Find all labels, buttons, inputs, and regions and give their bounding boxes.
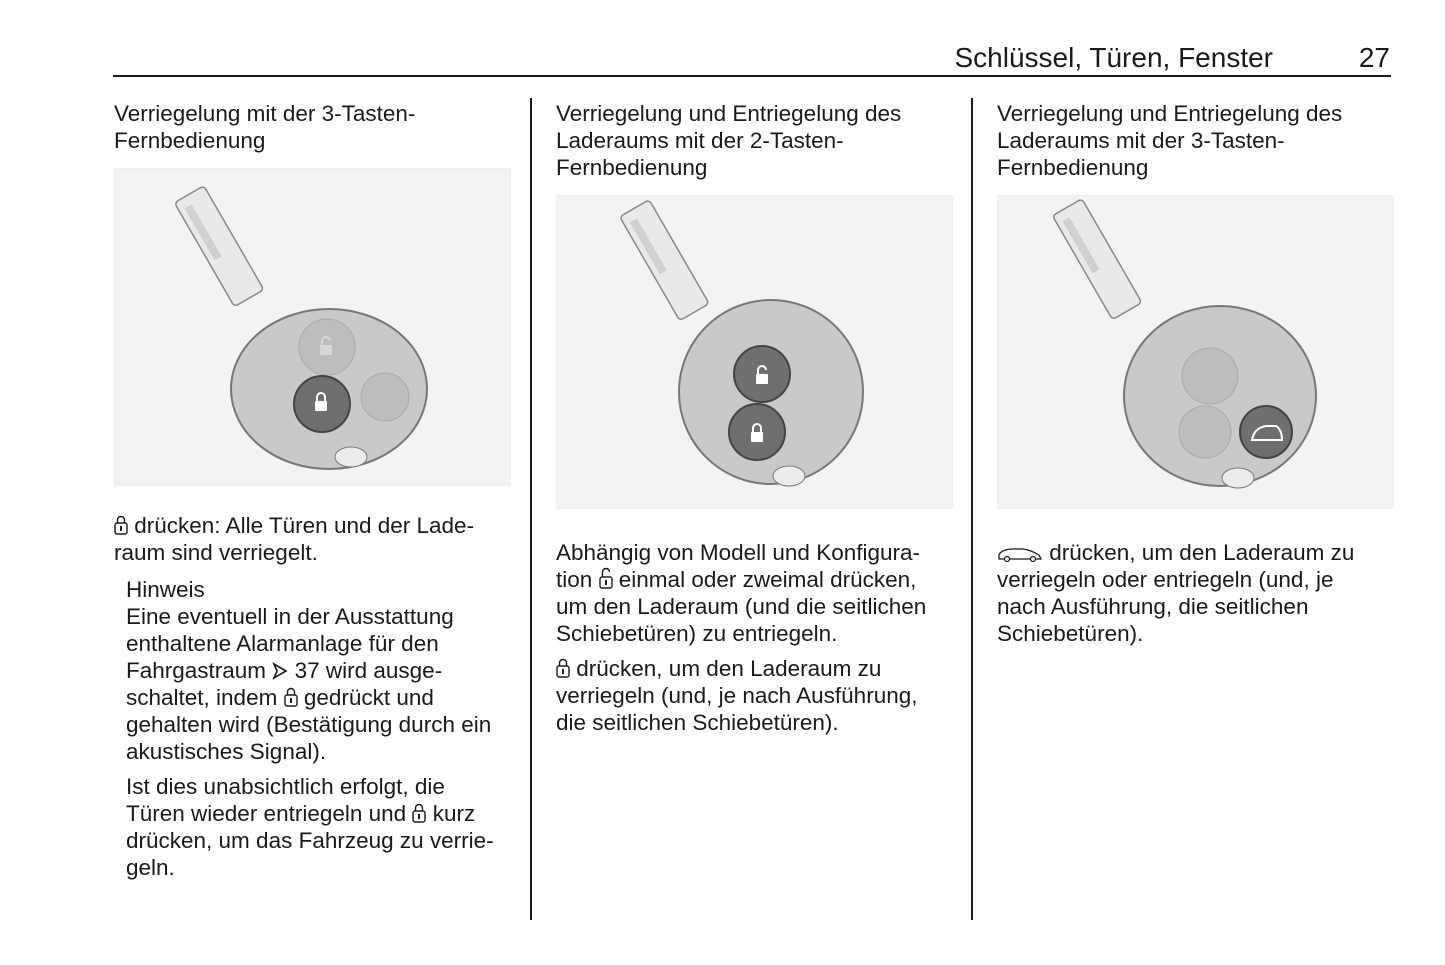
column-2-button-cargo <box>556 100 954 744</box>
key-fob-illustration <box>556 195 953 509</box>
key-fob-illustration <box>997 195 1394 509</box>
section-heading: Verriegelung und Entriegelung des Laderaums mit der 2-Tasten- Fernbedienung <box>556 101 902 180</box>
key-fob-illustration <box>114 168 511 486</box>
paragraph: Abhängig von Modell und Konfigura- tion einmal oder zweimal drücken, um den Laderaum (und die seitlichen Schiebetüren) zu entriegeln. <box>556 540 927 646</box>
paragraph: Ist dies unabsichtlich erfolgt, die Türen wieder entriegeln und kurz drücken, um das Fahrzeug zu verrie- geln. <box>126 774 494 880</box>
section-heading: Verriegelung mit der 3-Tasten- Fernbedienung <box>114 101 416 153</box>
lock-icon <box>412 803 426 823</box>
intro-text: drücken: Alle Türen und der Lade- raum sind verriegelt. <box>114 513 475 565</box>
lock-icon <box>556 658 570 678</box>
paragraph: drücken, um den Laderaum zu verriegeln oder entriegeln (und, je nach Ausführung, die seitlichen Schiebetüren). <box>997 540 1355 646</box>
column-3-button-cargo <box>997 100 1392 655</box>
column-divider <box>971 98 973 920</box>
column-divider <box>530 98 532 920</box>
van-icon <box>997 546 1043 562</box>
note-text: Eine eventuell in der Ausstattung enthaltene Alarmanlage für den Fahrgastraum 37 wird ausge- schaltet, indem gedrückt und gehalten wird (Bestätigung durch ein akustisches Signal). <box>126 604 492 764</box>
paragraph: drücken, um den Laderaum zu verriegeln (und, je nach Ausführung, die seitlichen Schiebetüren). <box>556 656 918 735</box>
section-heading: Verriegelung und Entriegelung des Laderaums mit der 3-Tasten- Fernbedienung <box>997 101 1343 180</box>
header-divider <box>113 75 1391 77</box>
unlock-icon <box>599 567 613 589</box>
note-title: Hinweis <box>126 577 205 602</box>
note-box <box>126 576 514 881</box>
chapter-title: Schlüssel, Türen, Fenster <box>954 42 1273 73</box>
column-3-button-lock <box>114 100 514 889</box>
lock-icon <box>284 687 298 707</box>
arrow-reference-icon[interactable] <box>272 662 288 680</box>
page-number: 27 <box>1358 42 1390 73</box>
lock-icon <box>114 515 128 535</box>
